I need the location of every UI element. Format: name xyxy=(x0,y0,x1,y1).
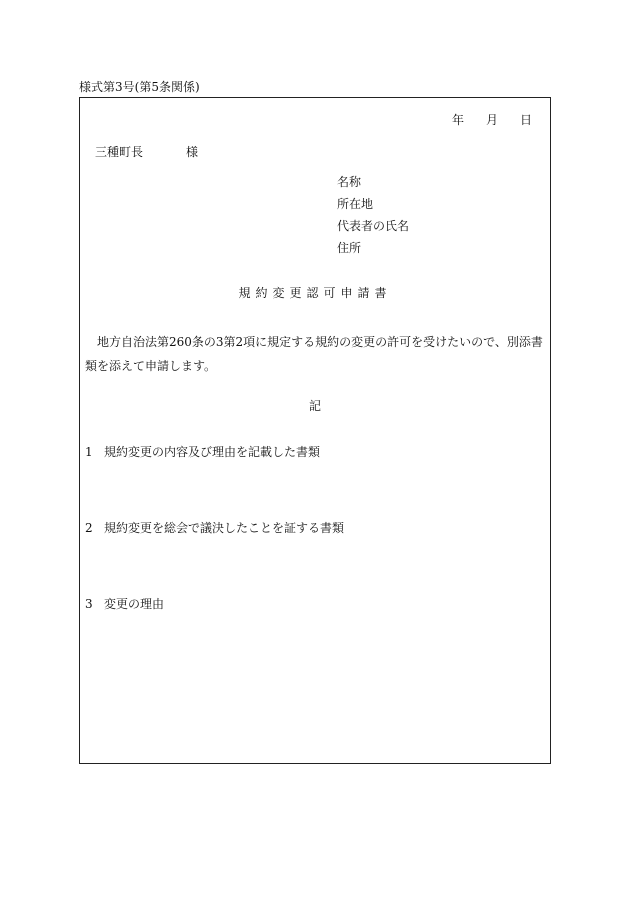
applicant-field-representative: 代表者の氏名 xyxy=(337,219,410,233)
attachment-item-3 xyxy=(85,598,164,610)
item-text: 変更の理由 xyxy=(104,597,165,611)
document-title: 規約変更認可申請書 xyxy=(238,286,392,300)
item-text: 規約変更の内容及び理由を記載した書類 xyxy=(104,445,321,459)
addressee xyxy=(95,146,198,158)
day-label: 日 xyxy=(519,113,532,127)
applicant-field-name: 名称 xyxy=(337,175,362,189)
item-number: 2 xyxy=(85,521,93,535)
item-number: 1 xyxy=(85,445,93,459)
item-text: 規約変更を総会で議決したことを証する書類 xyxy=(104,521,345,535)
body-paragraph: 地方自治法第260条の3第2項に規定する規約の変更の許可を受けたいので、別添書類を添えて申請します。 xyxy=(85,335,543,373)
attachment-item-2 xyxy=(85,522,344,534)
form-number-label: 様式第3号(第5条関係) xyxy=(79,80,200,94)
addressee-honorific: 様 xyxy=(186,145,199,159)
applicant-field-residence: 住所 xyxy=(337,241,362,255)
addressee-name: 三種町長 xyxy=(95,145,144,159)
applicant-field-address: 所在地 xyxy=(337,197,374,211)
month-label: 月 xyxy=(485,113,498,127)
attachment-item-1 xyxy=(85,446,320,458)
date-line xyxy=(452,114,532,126)
application-form-frame xyxy=(79,97,551,764)
year-label: 年 xyxy=(451,113,464,127)
item-number: 3 xyxy=(85,597,93,611)
ki-heading: 記 xyxy=(308,399,321,413)
